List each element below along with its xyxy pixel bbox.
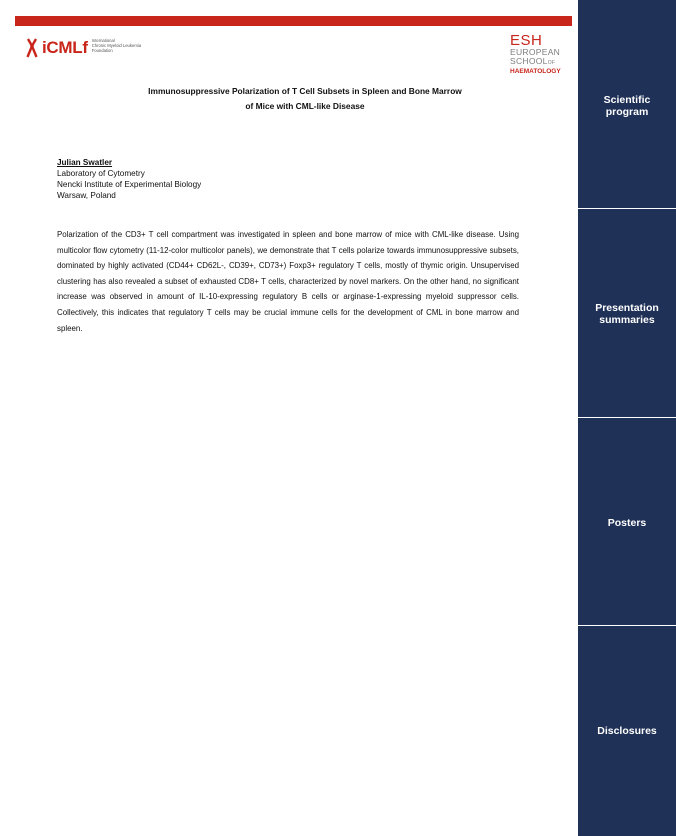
icmlf-subtitle: International Chronic Myeloid Leukemia Foundation	[91, 37, 142, 53]
author-affiliation-line: Nencki Institute of Experimental Biology	[57, 180, 202, 189]
author-affiliation-line: Laboratory of Cytometry	[57, 169, 145, 178]
sidebar-item-posters[interactable]	[578, 417, 676, 625]
esh-acronym: ESH	[510, 32, 543, 49]
author-block	[57, 157, 201, 201]
abstract-text: Polarization of the CD3+ T cell compartment was investigated in spleen and bone marrow of mice with CML-like disease. Using multicolor flow cytometry (11-12-color multicolor panels), we demonstrate that T cells polarize towards immunosuppressive subsets, dominated by highly activated (CD44+ CD62L-, CD39+, CD73+) Foxp3+ regulatory T cells, mostly of thymic origin. Unsupervised clustering has also revealed a subset of exhausted CD8+ T cells, characterized by novel markers. On the other hand, no significant increase was observed in amount of IL-10-expressing regulatory B cells or arginase-1-expressing myeloid suppressor cells. Collectively, this indicates that regulatory T cells may be crucial immune cells for the development of CML in bone marrow and spleen.	[57, 230, 519, 333]
document-title: Immunosuppressive Polarization of T Cell Subsets in Spleen and Bone Marrow of Mice with CML-like Disease	[148, 86, 462, 111]
sidebar-item-disclosures[interactable]	[578, 625, 676, 833]
esh-line-haematology: HAEMATOLOGY	[510, 68, 561, 75]
esh-logo	[510, 34, 560, 76]
top-accent-bar	[15, 16, 572, 26]
esh-line-european: EUROPEAN	[510, 47, 561, 57]
sidebar-item-label: Scientific program	[603, 94, 651, 118]
sidebar-item-presentation-summaries[interactable]	[578, 208, 676, 416]
esh-line-school: SCHOOLOF	[510, 56, 556, 66]
navigation-sidebar	[578, 0, 676, 836]
icmlf-wordmark: iCMLf	[42, 38, 88, 57]
sidebar-item-scientific-program[interactable]	[578, 0, 676, 207]
sidebar-item-label: Posters	[607, 517, 647, 529]
icmlf-logo	[25, 38, 141, 58]
sidebar-item-label: Presentation summaries	[595, 302, 659, 326]
sidebar-item-label: Disclosures	[597, 725, 657, 737]
author-name: Julian Swatler	[57, 158, 113, 167]
author-affiliation-line: Warsaw, Poland	[57, 191, 116, 200]
ribbon-icon	[25, 38, 39, 58]
